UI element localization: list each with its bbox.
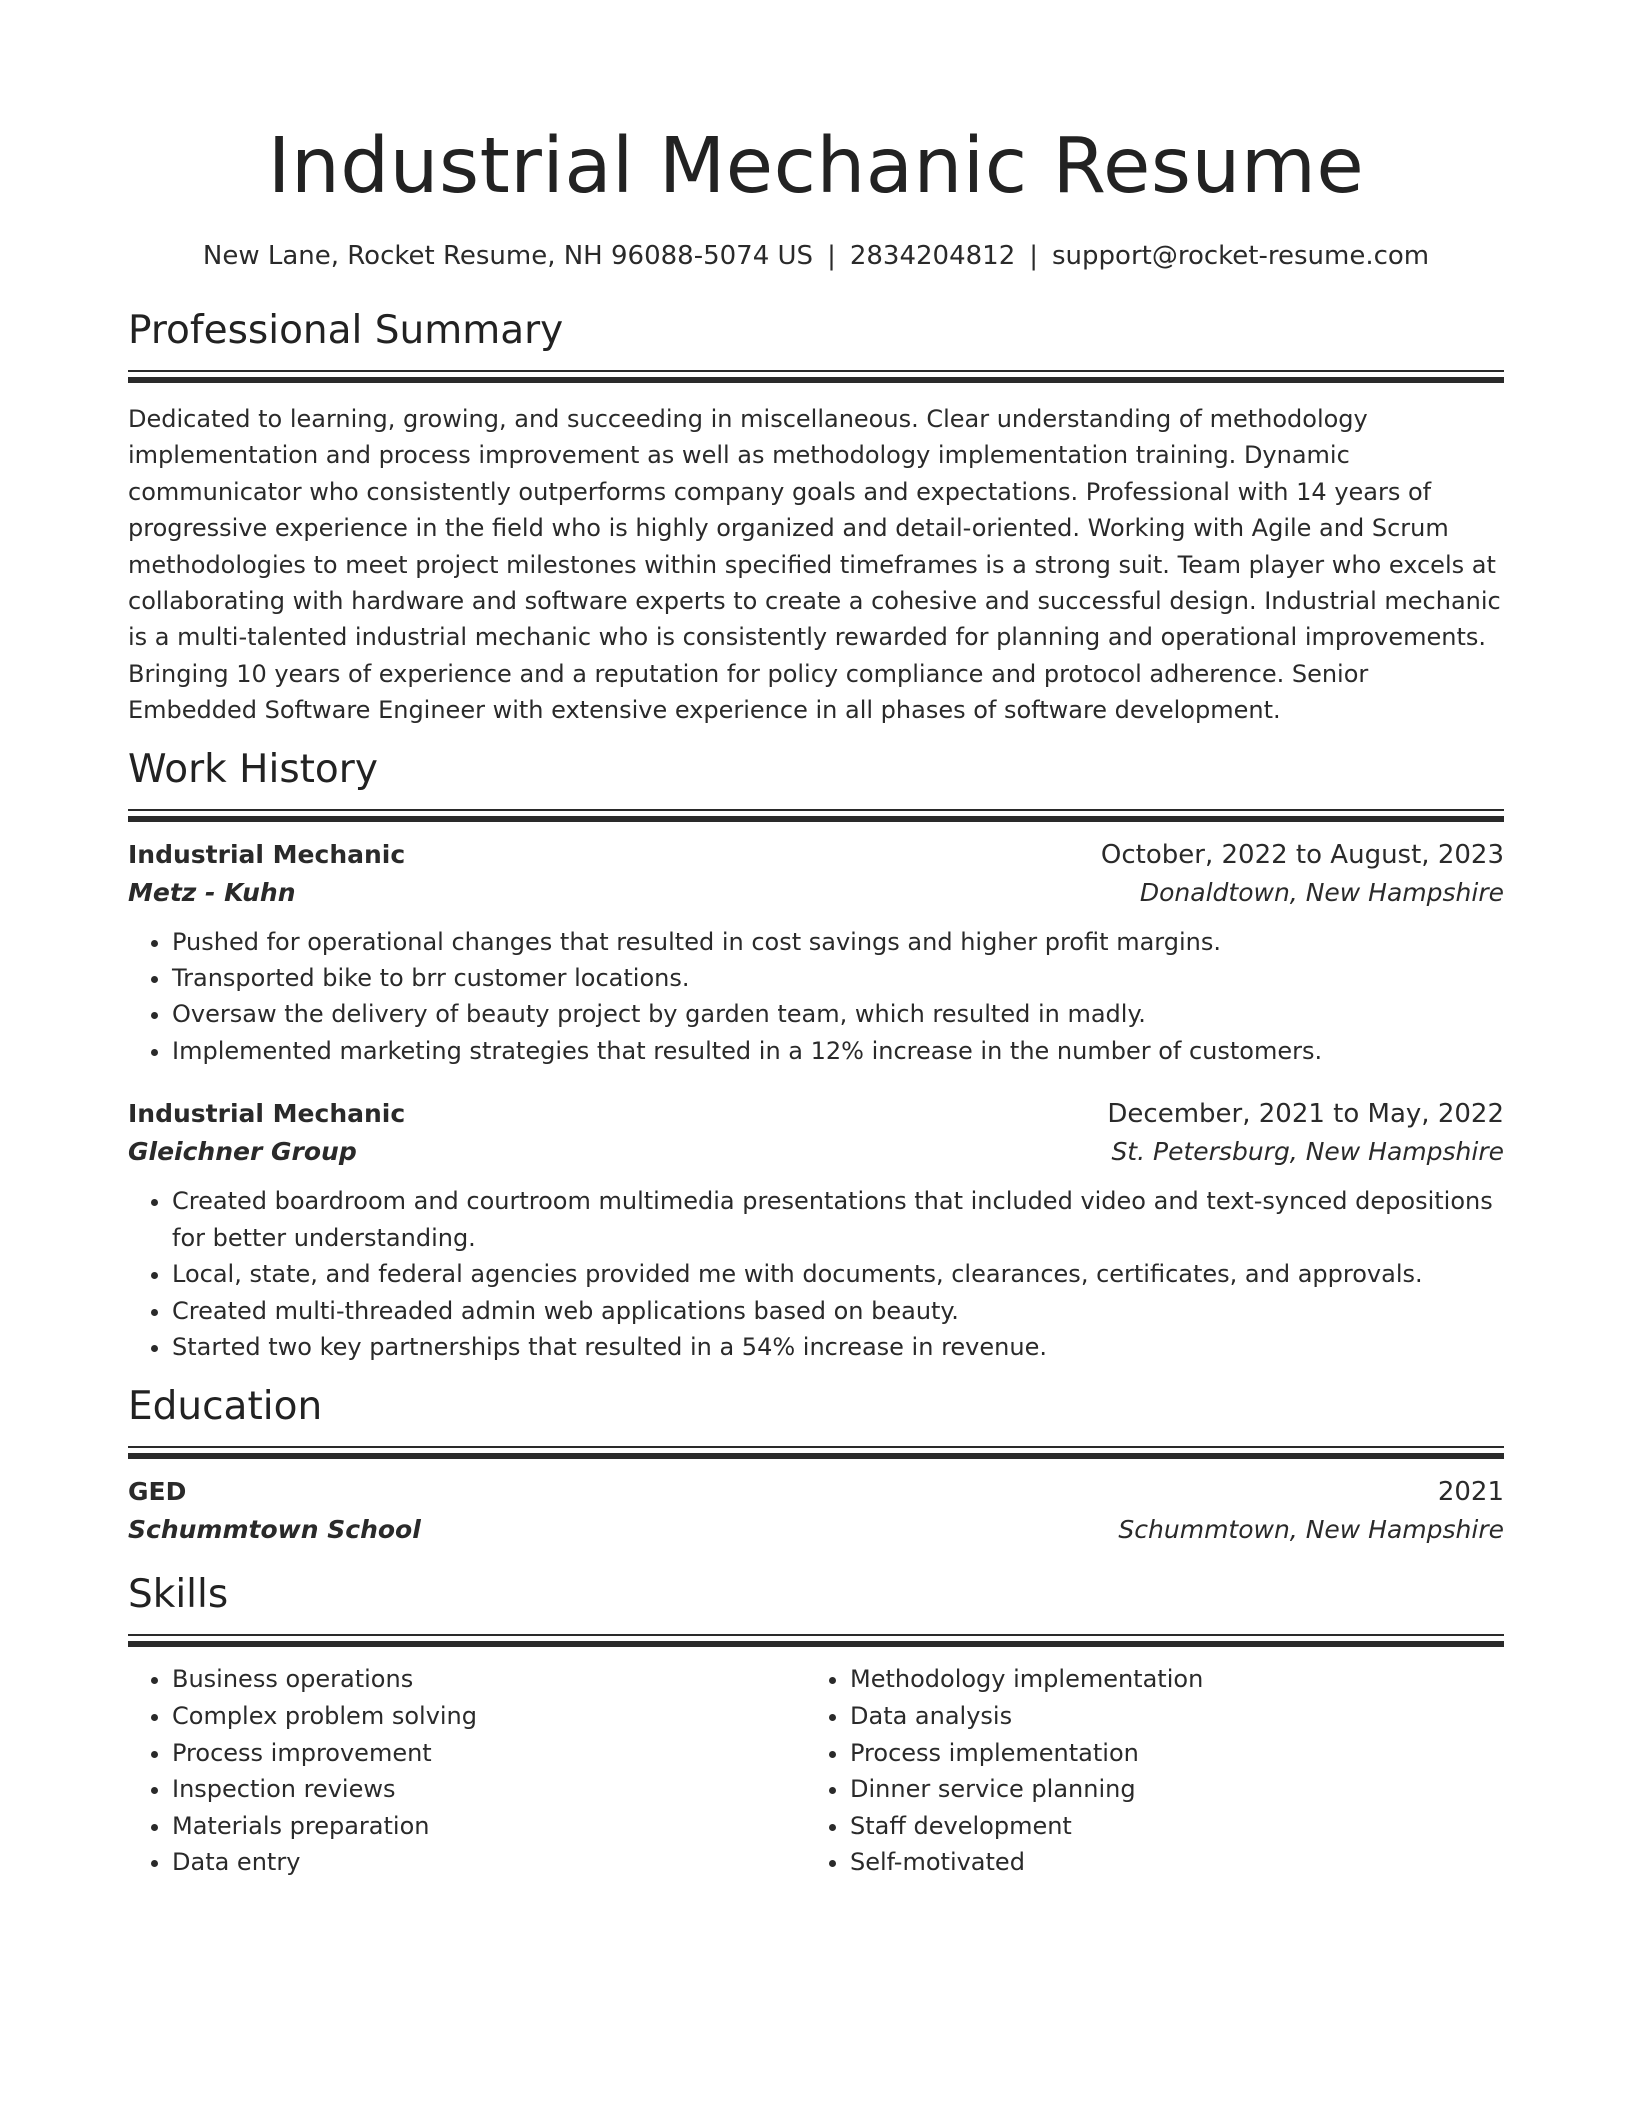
job-company-row <box>128 1133 1504 1171</box>
work-history-section <box>128 746 1504 1366</box>
job-bullets <box>128 924 1504 1070</box>
job-company-row <box>128 874 1504 912</box>
education-school: Schummtown School <box>128 1515 421 1545</box>
job-bullet: • Implemented marketing strategies that resulted in a 12% increase in the number of customers. <box>172 1033 1504 1069</box>
section-divider <box>128 1634 1504 1647</box>
section-divider <box>128 809 1504 822</box>
skill-item: • Inspection reviews <box>172 1771 806 1808</box>
skill-item: • Methodology implementation <box>850 1661 1484 1698</box>
education-header-row <box>128 1473 1504 1511</box>
education-entry <box>128 1473 1504 1549</box>
job-dates: October, 2022 to August, 2023 <box>1100 839 1504 870</box>
section-heading-skills: Skills <box>128 1572 229 1618</box>
job-location: St. Petersburg, New Hampshire <box>1111 1137 1504 1167</box>
job-bullet: • Pushed for operational changes that resulted in cost savings and higher profit margins. <box>172 924 1504 960</box>
job-company: Metz - Kuhn <box>128 877 296 907</box>
contact-line <box>128 238 1504 274</box>
job-header-row <box>128 836 1504 874</box>
job-bullet: • Created multi-threaded admin web applications based on beauty. <box>172 1293 1504 1329</box>
contact-address: New Lane, Rocket Resume, NH 96088-5074 US <box>202 241 814 271</box>
skills-columns <box>128 1661 1504 1881</box>
skill-item: • Data analysis <box>850 1698 1484 1735</box>
skill-item: • Dinner service planning <box>850 1771 1484 1808</box>
section-divider <box>128 1446 1504 1459</box>
job-header-row <box>128 1095 1504 1133</box>
education-section <box>128 1383 1504 1549</box>
skill-item: • Materials preparation <box>172 1808 806 1845</box>
education-location: Schummtown, New Hampshire <box>1118 1515 1504 1545</box>
resume-title: Industrial Mechanic Resume <box>267 122 1365 211</box>
job-location: Donaldtown, New Hampshire <box>1139 877 1504 907</box>
skills-section <box>128 1571 1504 1881</box>
job-bullet: • Started two key partnerships that resulted in a 54% increase in revenue. <box>172 1329 1504 1365</box>
summary-section <box>128 307 1504 729</box>
skill-item: • Data entry <box>172 1844 806 1881</box>
section-heading-education: Education <box>128 1384 323 1430</box>
section-divider <box>128 370 1504 383</box>
education-degree: GED <box>128 1477 187 1507</box>
skills-list-left <box>128 1661 806 1881</box>
skill-item: • Staff development <box>850 1808 1484 1845</box>
job-entry <box>128 836 1504 1070</box>
contact-phone: 2834204812 <box>849 241 1016 271</box>
job-title: Industrial Mechanic <box>128 839 406 869</box>
job-company: Gleichner Group <box>128 1137 357 1167</box>
job-bullet: • Created boardroom and courtroom multimedia presentations that included video and text-synced depositions for better understanding. <box>172 1183 1504 1256</box>
education-year: 2021 <box>1437 1477 1504 1508</box>
skill-item: • Business operations <box>172 1661 806 1698</box>
contact-separator: | <box>1029 241 1039 271</box>
job-bullet: • Transported bike to brr customer locations. <box>172 960 1504 996</box>
job-title: Industrial Mechanic <box>128 1099 406 1129</box>
education-school-row <box>128 1511 1504 1549</box>
contact-email: support@rocket-resume.com <box>1052 241 1430 271</box>
section-heading-work-history: Work History <box>128 746 378 792</box>
skill-item: • Process improvement <box>172 1735 806 1772</box>
skill-item: • Process implementation <box>850 1735 1484 1772</box>
skills-list-right <box>806 1661 1484 1881</box>
job-bullet: • Local, state, and federal agencies provided me with documents, clearances, certificates, and approvals. <box>172 1256 1504 1292</box>
skill-item: • Self-motivated <box>850 1844 1484 1881</box>
resume-page <box>128 0 1504 1881</box>
contact-separator: | <box>827 241 836 271</box>
skill-item: • Complex problem solving <box>172 1698 806 1735</box>
job-bullet: • Oversaw the delivery of beauty project by garden team, which resulted in madly. <box>172 996 1504 1032</box>
job-bullets <box>128 1183 1504 1365</box>
summary-text: Dedicated to learning, growing, and succeeding in miscellaneous. Clear understanding of methodology implementation and process improvement as well as methodology implementation training. Dynamic communicator who consistently outperforms company goals and expectations. Professional with 14 years of progressive experience in the field who is highly organized and detail-oriented. Working with Agile and Scrum methodologies to meet project milestones within specified timeframes is a strong suit. Team player who excels at collaborating with hardware and software experts to create a cohesive and successful design. Industrial mechanic is a multi-talented industrial mechanic who is consistently rewarded for planning and operational improvements. Bringing 10 years of experience and a reputation for policy compliance and protocol adherence. Senior Embedded Software Engineer with extensive experience in all phases of software development. <box>128 405 1501 725</box>
job-dates: December, 2021 to May, 2022 <box>1107 1099 1504 1130</box>
job-entry <box>128 1095 1504 1365</box>
section-heading-summary: Professional Summary <box>128 308 564 353</box>
